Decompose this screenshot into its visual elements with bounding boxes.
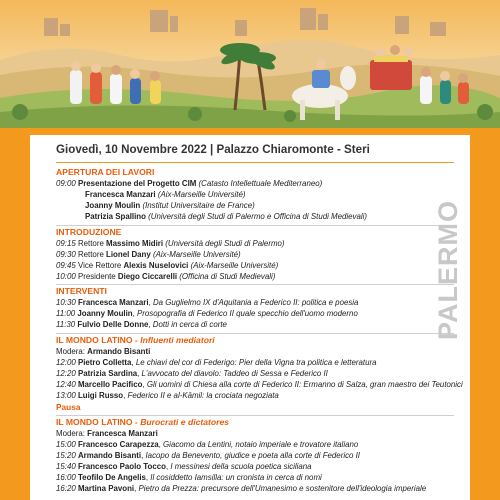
program-row: 15:00 Francesco Carapezza, Giacomo da Lentini, notaio imperiale e trovatore italiano bbox=[56, 440, 359, 449]
moderator-row: Modera: Armando Bisanti bbox=[56, 347, 151, 356]
orange-frame-left bbox=[0, 128, 30, 500]
section-divider bbox=[56, 284, 454, 285]
section-divider bbox=[56, 333, 454, 334]
program-row: 13:00 Luigi Russo, Federico II e al-Kāmil: la crociata negoziata bbox=[56, 391, 279, 400]
program-row: 11:00 Joanny Moulin, Prosopografia di Federico II quale specchio dell'uomo moderno bbox=[56, 309, 358, 318]
date-place-heading: Giovedì, 10 Novembre 2022 | Palazzo Chiaromonte - Steri bbox=[56, 143, 370, 156]
section-title-mondo-latino-1: IL MONDO LATINO - Influenti mediatori bbox=[56, 335, 215, 345]
section-title-mondo-latino-2: IL MONDO LATINO - Burocrati e dictatores bbox=[56, 417, 230, 427]
program-row: 12:20 Patrizia Sardina, L'avvocato del diavolo: Taddeo di Sessa e Federico II bbox=[56, 369, 328, 378]
program-row: 09:15 Rettore Massimo Midiri (Università degli Studi di Palermo) bbox=[56, 239, 285, 248]
program-row: Francesca Manzari (Aix-Marseille Université) bbox=[85, 190, 246, 199]
section-title-apertura: APERTURA DEI LAVORI bbox=[56, 167, 155, 177]
program-row: 09:45 Vice Rettore Alexis Nuselovici (Aix-Marseille Université) bbox=[56, 261, 279, 270]
moderator-row: Modera: Francesca Manzari bbox=[56, 429, 158, 438]
orange-frame-top bbox=[0, 128, 500, 135]
procession-illustration bbox=[0, 0, 500, 128]
program-row: 15:40 Francesco Paolo Tocco, I messinesi della scuola poetica siciliana bbox=[56, 462, 312, 471]
section-divider bbox=[56, 415, 454, 416]
heading-divider bbox=[56, 162, 454, 163]
orange-frame-right bbox=[470, 128, 500, 500]
program-row: 16:20 Martina Pavoni, Pietro da Prezza: precursore dell'Umanesimo e sostenitore dell'ideologia imperiale bbox=[56, 484, 427, 493]
city-label-vertical: PALERMO bbox=[433, 200, 463, 340]
program-row: 16:00 Teofilo De Angelis, Il cosiddetto Iamsilla: un cronista in cerca di nomi bbox=[56, 473, 322, 482]
illustrated-banner bbox=[0, 0, 500, 128]
program-row: 12:40 Marcello Pacifico, Gli uomini di Chiesa alla corte di Federico II: Ermanno di Salza, gran maestro dei Teutonici bbox=[56, 380, 463, 389]
program-row: 11:30 Fulvio Delle Donne, Dotti in cerca di corte bbox=[56, 320, 227, 329]
program-panel bbox=[30, 135, 470, 500]
program-row: 10:00 Presidente Diego Ciccarelli (Officina di Studi Medievali) bbox=[56, 272, 276, 281]
section-title-introduzione: INTRODUZIONE bbox=[56, 227, 122, 237]
program-row: Joanny Moulin (Institut Universitaire de France) bbox=[85, 201, 255, 210]
program-row: Patrizia Spallino (Università degli Studi di Palermo e Officina di Studi Medievali) bbox=[85, 212, 367, 221]
program-row: 12:00 Pietro Colletta, Le chiavi del cor di Federigo: Pier della Vigna tra politica e letteratura bbox=[56, 358, 377, 367]
pausa-label: Pausa bbox=[56, 402, 81, 412]
program-row: 15:20 Armando Bisanti, Iacopo da Benevento, giudice e poeta alla corte di Federico II bbox=[56, 451, 360, 460]
program-row: 10:30 Francesca Manzari, Da Guglielmo IX d'Aquitania a Federico II: politica e poesia bbox=[56, 298, 359, 307]
program-row: 09:00 Presentazione del Progetto CIM (Catasto Intellettuale Mediterraneo) bbox=[56, 179, 323, 188]
program-row: 09:30 Rettore Lionel Dany (Aix-Marseille Université) bbox=[56, 250, 241, 259]
section-title-interventi: INTERVENTI bbox=[56, 286, 107, 296]
section-divider bbox=[56, 225, 454, 226]
